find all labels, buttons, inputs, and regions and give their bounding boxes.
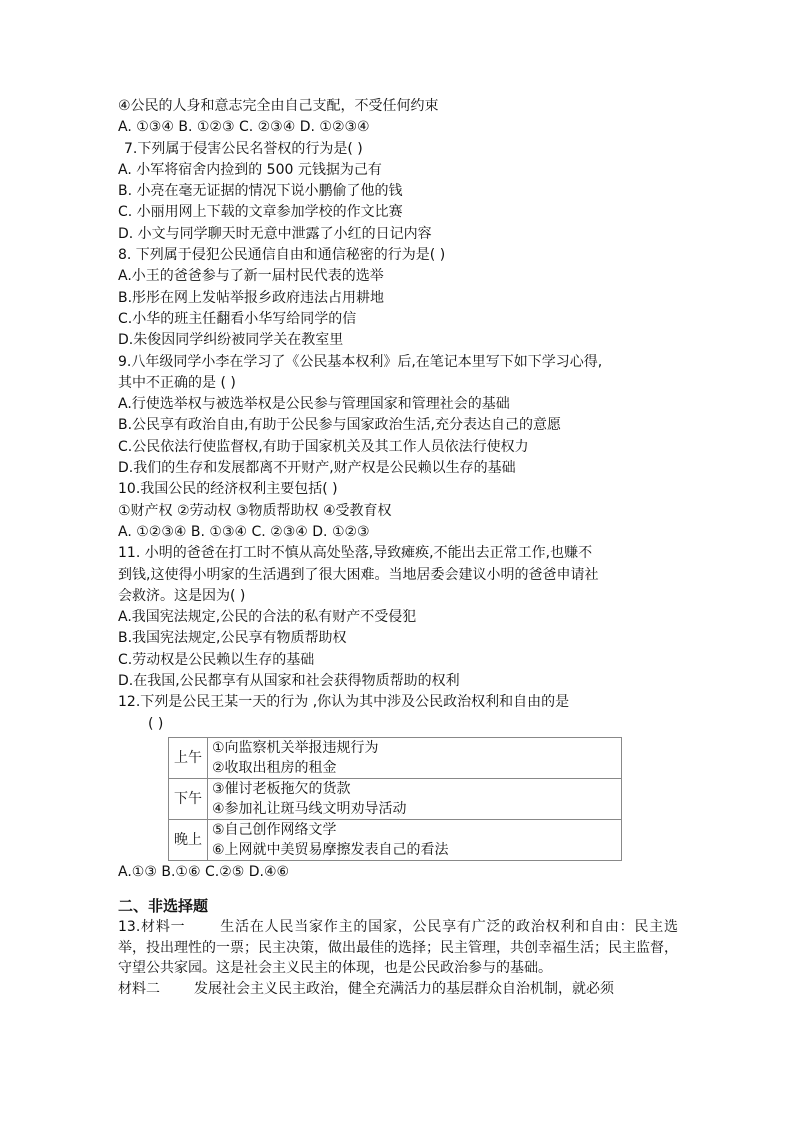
q11-option-b: B.我国宪法规定,公民享有物质帮助权 — [118, 630, 347, 647]
q8-option-c: C.小华的班主任翻看小华写给同学的信 — [118, 310, 357, 327]
q7-option-c: C. 小丽用网上下载的文章参加学校的作文比赛 — [118, 204, 403, 221]
q9-stem-line-1: 9.八年级同学小李在学习了《公民基本权利》后,在笔记本里写下如下学习心得, — [118, 353, 603, 370]
q7-option-d: D. 小文与同学聊天时无意中泄露了小红的日记内容 — [118, 225, 432, 242]
q13-material-1 — [118, 917, 678, 979]
document-content — [118, 96, 678, 999]
q9-option-a: A.行使选举权与被选举权是公民参与管理国家和管理社会的基础 — [118, 396, 510, 413]
schedule-act: ②收取出租房的租金 — [212, 759, 337, 776]
q8-option-d: D.朱俊因同学纠纷被同学关在教室里 — [118, 332, 344, 349]
q10-stem: 10.我国公民的经济权利主要包括( ) — [118, 481, 338, 498]
schedule-act: ⑤自己创作网络文学 — [212, 821, 337, 838]
material-1-text: 生活在人民当家作主的国家，公民享有广泛的政治权利和自由：民主选举，投出理性的一票；民主决策，做出最佳的选择；民主管理，共创幸福生活；民主监督，守望公共家园。这是社会主义民主的体现，也是公民政治参与的基础。 — [118, 919, 679, 977]
q13-material-2 — [118, 979, 678, 1000]
q12-options: A.①③ B.①⑥ C.②⑤ D.④⑥ — [118, 863, 290, 880]
schedule-time: 晚上 — [169, 819, 208, 860]
q6-options: A. ①③④ B. ①②③ C. ②③④ D. ①②③④ — [118, 119, 370, 136]
q6-statement-4: ④公民的人身和意志完全由自己支配，不受任何约束 — [118, 98, 439, 114]
q11-option-c: C.劳动权是公民赖以生存的基础 — [118, 651, 315, 668]
table-row — [169, 737, 622, 778]
q9-option-c: C.公民依法行使监督权,有助于国家机关及其工作人员依法行使权力 — [118, 438, 529, 455]
schedule-time: 下午 — [169, 778, 208, 819]
material-2-text: 发展社会主义民主政治，健全充满活力的基层群众自治机制，就必须 — [194, 980, 614, 997]
q7-option-b: B. 小亮在毫无证据的情况下说小鹏偷了他的钱 — [118, 183, 403, 200]
q12-stem-line-1: 12.下列是公民王某一天的行为 ,你认为其中涉及公民政治权利和自由的是 — [118, 694, 570, 711]
schedule-act: ④参加礼让斑马线文明劝导活动 — [212, 800, 407, 817]
q7-option-a: A. 小军将宿舍内捡到的 500 元钱据为己有 — [118, 161, 382, 178]
schedule-time: 上午 — [169, 737, 208, 778]
schedule-act: ③催讨老板拖欠的货款 — [212, 780, 351, 797]
q8-option-b: B.彤彤在网上发帖举报乡政府违法占用耕地 — [118, 289, 385, 306]
q11-option-d: D.在我国,公民都享有从国家和社会获得物质帮助的权利 — [118, 673, 460, 690]
q9-stem-line-2: 其中不正确的是 ( ) — [118, 374, 236, 391]
schedule-act: ①向监察机关举报违规行为 — [212, 739, 379, 756]
q12-schedule-table — [168, 737, 622, 861]
schedule-act: ⑥上网就中美贸易摩擦发表自己的看法 — [212, 841, 449, 858]
q10-options: A. ①②③④ B. ①③④ C. ②③④ D. ①②③ — [118, 523, 370, 540]
q11-stem-line-1: 11. 小明的爸爸在打工时不慎从高处坠落,导致瘫痪,不能出去正常工作,也赚不 — [118, 545, 593, 562]
q11-option-a: A.我国宪法规定,公民的合法的私有财产不受侵犯 — [118, 609, 417, 626]
q10-items: ①财产权 ②劳动权 ③物质帮助权 ④受教育权 — [118, 502, 392, 519]
material-1-label: 13.材料一 — [118, 919, 186, 936]
q7-stem: 7.下列属于侵害公民名誉权的行为是( ) — [124, 140, 363, 157]
q12-stem-line-2: ( ) — [148, 715, 164, 732]
schedule-acts — [208, 819, 622, 860]
q11-stem-line-3: 会救济。这是因为( ) — [118, 587, 246, 604]
schedule-acts — [208, 737, 622, 778]
section-2-title: 二、非选择题 — [118, 897, 209, 916]
q8-stem: 8. 下列属于侵犯公民通信自由和通信秘密的行为是( ) — [118, 247, 446, 264]
table-row — [169, 819, 622, 860]
q8-option-a: A.小王的爸爸参与了新一届村民代表的选举 — [118, 268, 384, 285]
schedule-acts — [208, 778, 622, 819]
q9-option-d: D.我们的生存和发展都离不开财产,财产权是公民赖以生存的基础 — [118, 460, 516, 477]
material-2-label: 材料二 — [118, 980, 160, 997]
table-row — [169, 778, 622, 819]
q9-option-b: B.公民享有政治自由,有助于公民参与国家政治生活,充分表达自己的意愿 — [118, 417, 561, 434]
q11-stem-line-2: 到钱,这使得小明家的生活遇到了很大困难。当地居委会建议小明的爸爸申请社 — [118, 566, 599, 583]
